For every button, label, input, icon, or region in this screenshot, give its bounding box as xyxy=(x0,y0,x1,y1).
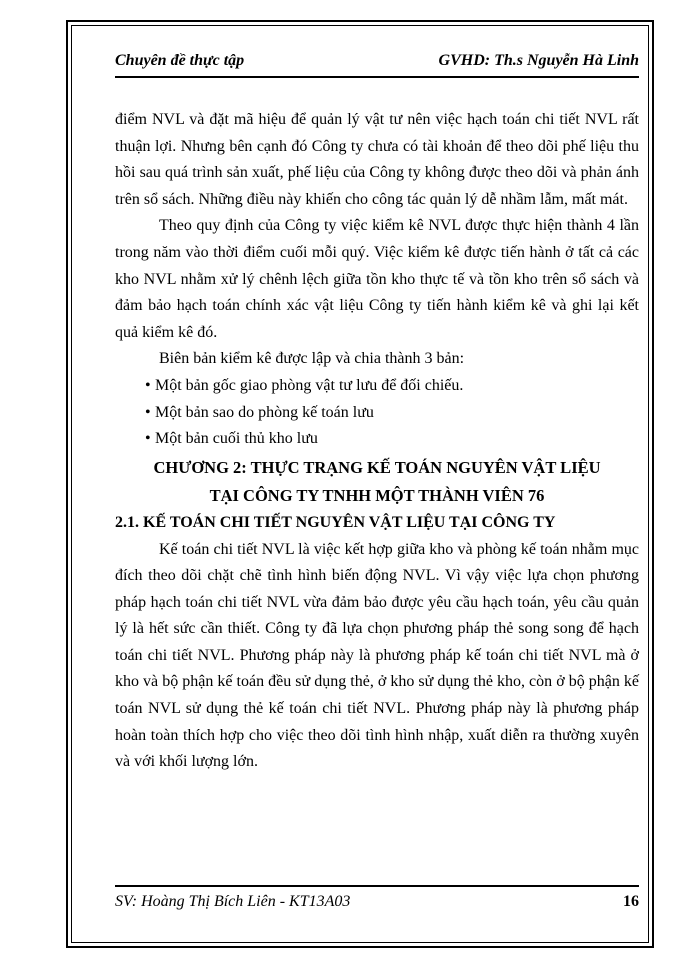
paragraph-1: điểm NVL và đặt mã hiệu để quản lý vật tư nên việc hạch toán chi tiết NVL rất thuận lợi. Nhưng bên cạnh đó Công ty chưa có tài khoản để theo dõi phế liệu thu hồi sau quá trình sản xuất, phế liệu của Công ty không được theo dõi và phản ánh trên sổ sách. Những điều này khiến cho công tác quản lý dễ nhầm lẫm, mất mát. xyxy=(115,111,639,208)
footer-divider xyxy=(115,885,639,887)
list-item xyxy=(115,400,639,427)
header-divider xyxy=(115,76,639,78)
page-footer xyxy=(115,893,639,917)
chapter-title-line-1: CHƯƠNG 2: THỰC TRẠNG KẾ TOÁN NGUYÊN VẬT LIỆU xyxy=(153,457,601,477)
bullet-icon: • xyxy=(145,403,151,421)
bullet-icon: • xyxy=(145,376,151,394)
list-item xyxy=(115,426,639,453)
header-title: Chuyên đề thực tập xyxy=(115,52,245,69)
footer-student: SV: Hoàng Thị Bích Liên - KT13A03 xyxy=(115,893,351,910)
paragraph-4: Kế toán chi tiết NVL là việc kết hợp giữa kho và phòng kế toán nhằm mục đích theo dõi chặt chẽ tình hình biến động NVL. Vì vậy việc lựa chọn phương pháp hạch toán chi tiết NVL vừa đảm bảo được yêu cầu hạch toán, yêu cầu quản lý là hết sức cần thiết. Công ty đã lựa chọn phương pháp thẻ song song để hạch toán chi tiết NVL. Phương pháp này là phương pháp kế toán chi tiết NVL mà ở kho và bộ phận kế toán đều sử dụng thẻ, ở kho sử dụng thẻ kho, còn ở bộ phận kế toán NVL sử dụng thẻ kế toán chi tiết NVL. Phương pháp này là phương pháp hoàn toàn thích hợp cho việc theo dõi tình hình nhập, xuất diễn ra thường xuyên và với khối lượng lớn. xyxy=(115,540,639,771)
list-item-text: Một bản gốc giao phòng vật tư lưu để đối chiếu. xyxy=(155,376,464,394)
document-body xyxy=(115,107,639,776)
header-supervisor: GVHD: Th.s Nguyễn Hà Linh xyxy=(438,52,639,69)
bullet-icon: • xyxy=(145,430,151,448)
chapter-title-line-2: TẠI CÔNG TY TNHH MỘT THÀNH VIÊN 76 xyxy=(209,486,545,506)
page-number: 16 xyxy=(623,893,639,910)
page-header xyxy=(115,52,639,76)
paragraph-3: Biên bản kiểm kê được lập và chia thành 3 bản: xyxy=(159,350,465,368)
list-item xyxy=(115,373,639,400)
section-heading: 2.1. KẾ TOÁN CHI TIẾT NGUYÊN VẬT LIỆU TẠI CÔNG TY xyxy=(115,513,556,531)
list-item-text: Một bản cuối thủ kho lưu xyxy=(155,430,318,448)
paragraph-2: Theo quy định của Công ty việc kiểm kê NVL được thực hiện thành 4 lần trong năm vào thời điểm cuối mỗi quý. Việc kiểm kê được tiến hành ở tất cả các kho NVL nhằm xử lý chênh lệch giữa tồn kho thực tế và tồn kho trên sổ sách và đảm bảo hạch toán chính xác vật liệu Công ty tiến hành kiểm kê và ghi lại kết quả kiểm kê đó. xyxy=(115,217,639,341)
list-item-text: Một bản sao do phòng kế toán lưu xyxy=(155,403,374,421)
